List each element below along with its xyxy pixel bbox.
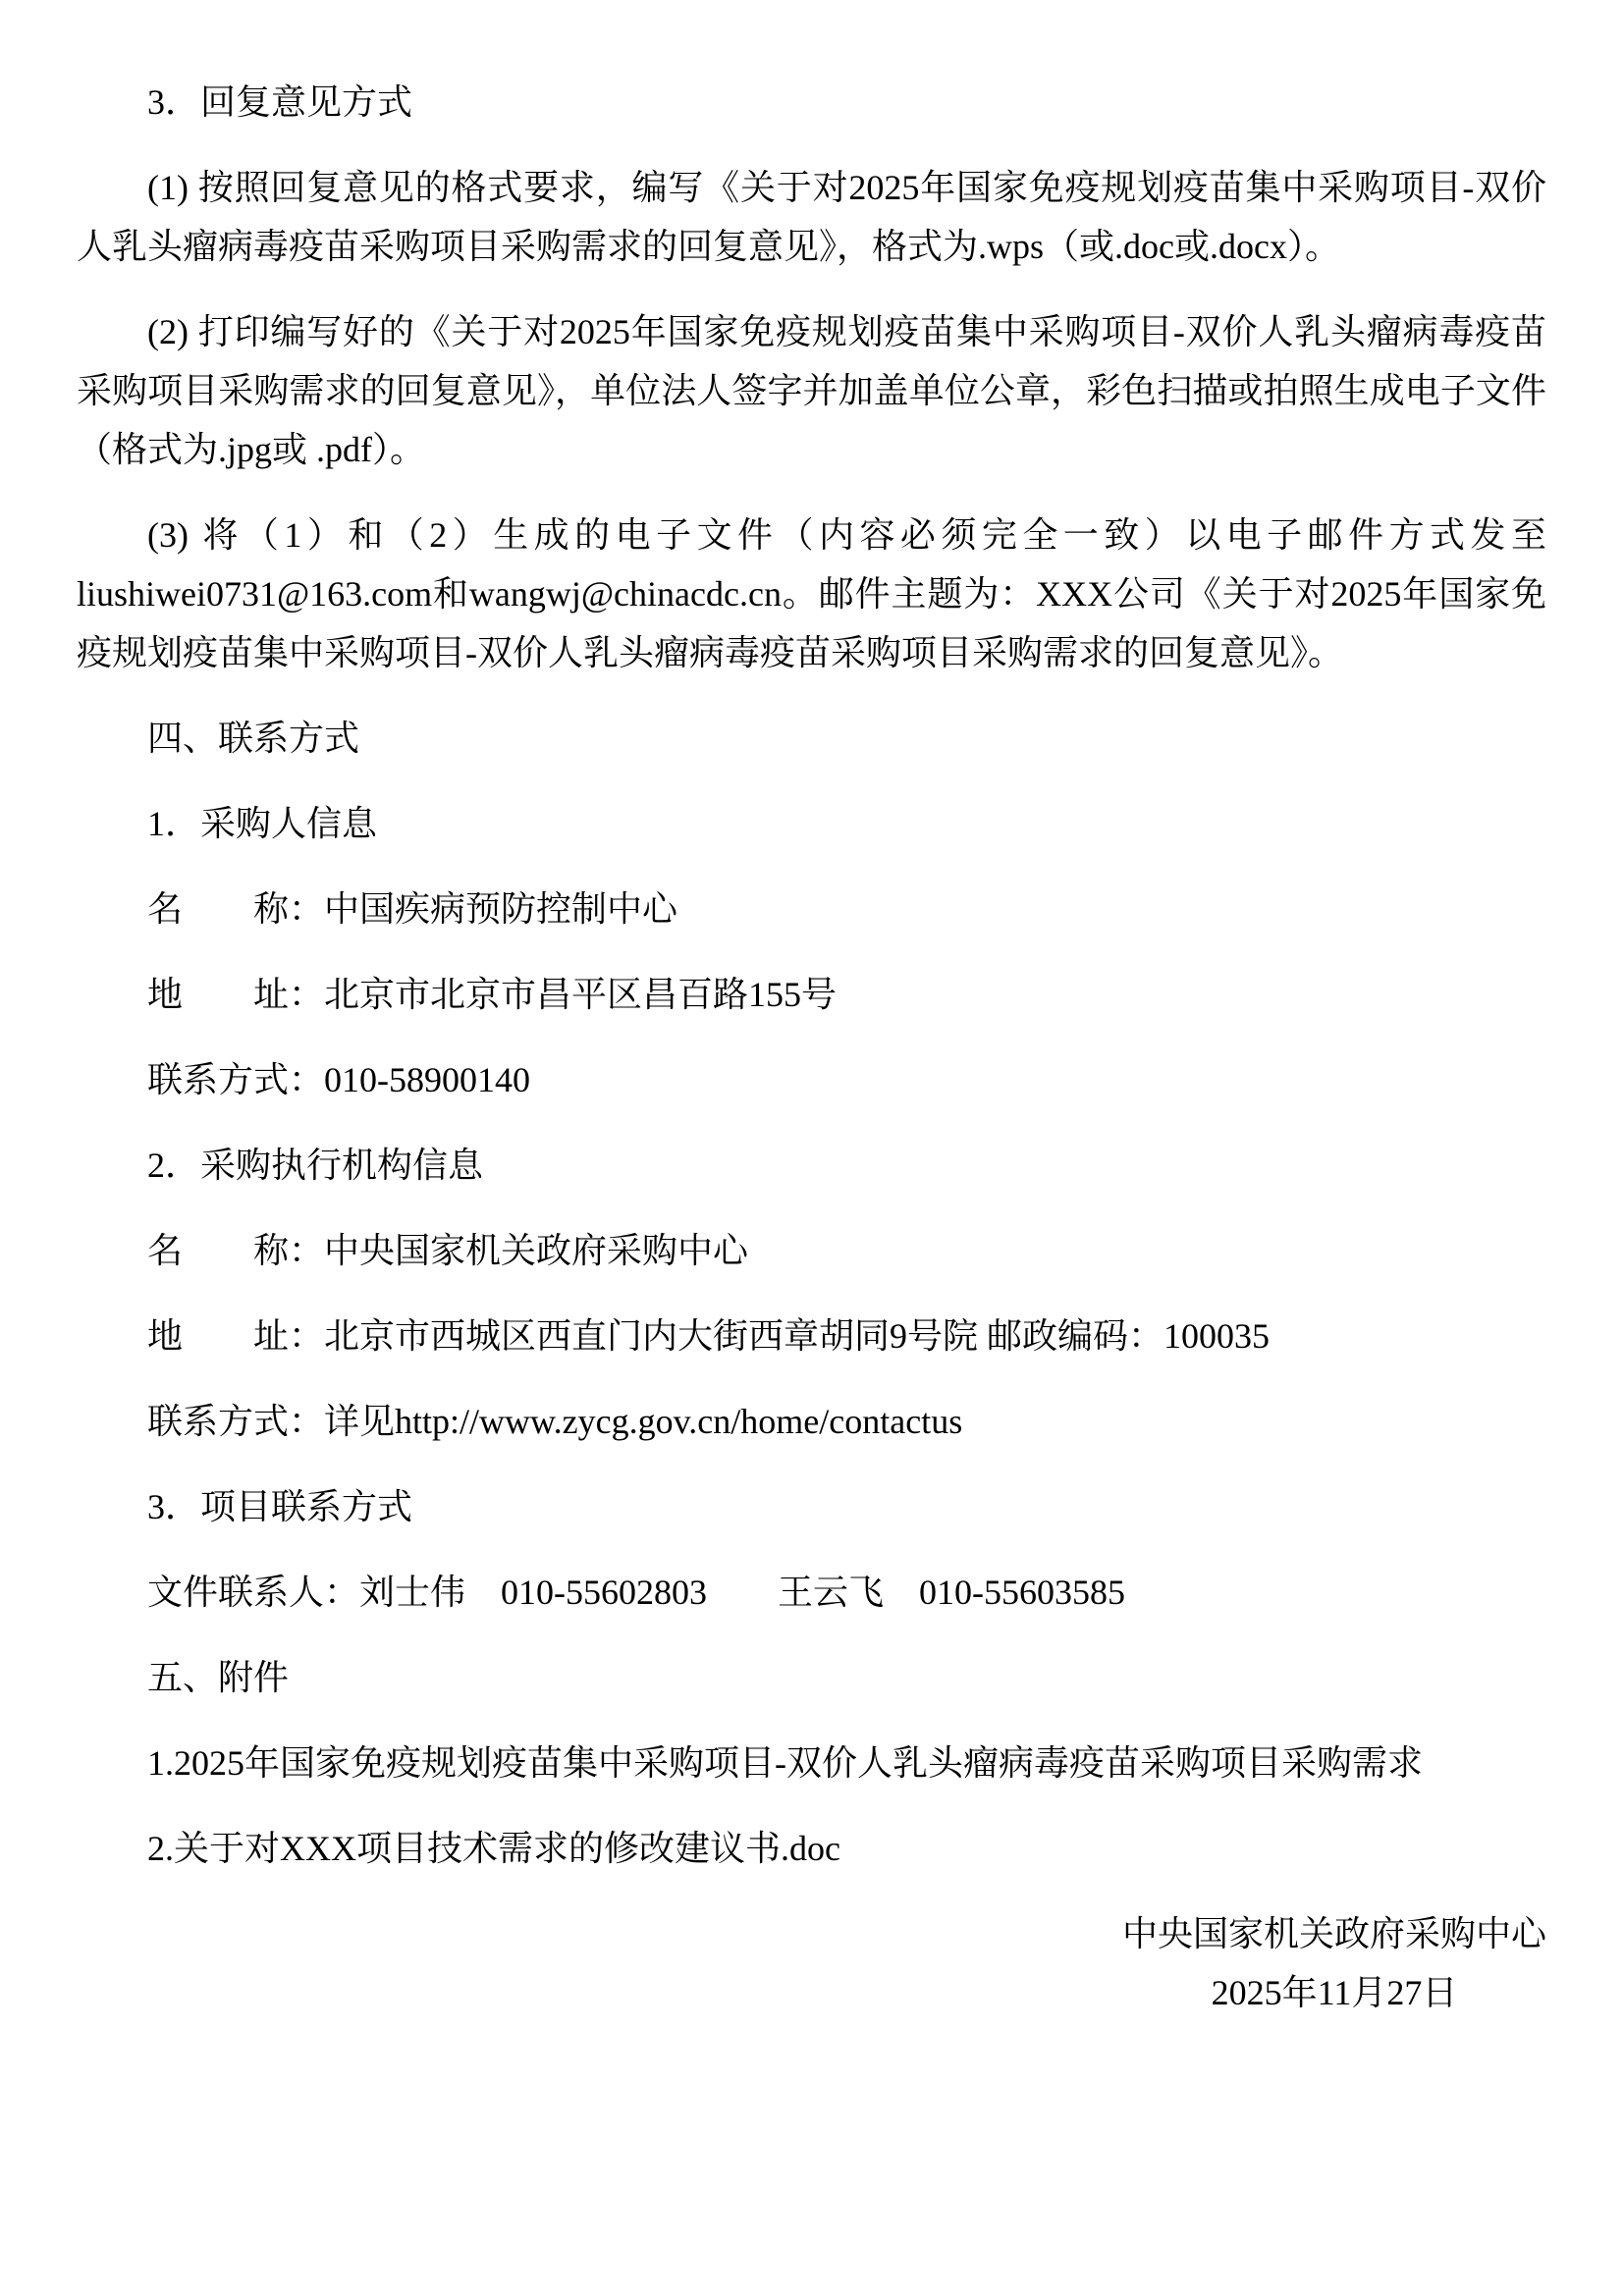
signature-date: 2025年11月27日 xyxy=(1211,1973,1458,2012)
reply-step-3: (3) 将（1）和（2）生成的电子文件（内容必须完全一致）以电子邮件方式发至liushiwei0731@163.com和wangwj@chinacdc.cn。邮件主题为：XXX公司《关于对2025年国家免疫规划疫苗集中采购项目-双价人乳头瘤病毒疫苗采购项目采购需求的回复意见》。 xyxy=(77,515,1546,672)
signature-inner xyxy=(1122,1904,1546,2022)
agency-address: 地 址：北京市西城区西直门内大街西章胡同9号院 邮政编码：100035 xyxy=(147,1316,1271,1356)
attachment-2: 2.关于对XXX项目技术需求的修改建议书.doc xyxy=(147,1829,840,1868)
agency-name: 名 称：中央国家机关政府采购中心 xyxy=(147,1231,749,1270)
purchaser-name: 名 称：中国疾病预防控制中心 xyxy=(147,889,678,929)
contact-section-heading: 四、联系方式 xyxy=(147,719,360,758)
attachments-heading: 五、附件 xyxy=(147,1658,290,1697)
agency-info-heading: 2．采购执行机构信息 xyxy=(147,1146,484,1185)
purchaser-address: 地 址：北京市北京市昌平区昌百路155号 xyxy=(147,975,838,1014)
signature-block xyxy=(77,1904,1546,2022)
project-contacts: 文件联系人：刘士伟 010-55602803 王云飞 010-55603585 xyxy=(147,1573,1125,1612)
reply-method-heading: 3．回复意见方式 xyxy=(147,82,413,122)
reply-step-2: (2) 打印编写好的《关于对2025年国家免疫规划疫苗集中采购项目-双价人乳头瘤病毒疫苗采购项目采购需求的回复意见》，单位法人签字并加盖单位公章，彩色扫描或拍照生成电子文件（格式为.jpg或 .pdf）。 xyxy=(77,312,1546,469)
agency-phone: 联系方式：详见http://www.zycg.gov.cn/home/contactus xyxy=(147,1402,963,1441)
purchaser-phone: 联系方式：010-58900140 xyxy=(147,1060,530,1099)
project-contact-heading: 3．项目联系方式 xyxy=(147,1487,413,1526)
reply-step-1: (1) 按照回复意见的格式要求，编写《关于对2025年国家免疫规划疫苗集中采购项目-双价人乳头瘤病毒疫苗采购项目采购需求的回复意见》，格式为.wps（或.doc或.docx）。 xyxy=(77,168,1546,266)
attachment-1: 1.2025年国家免疫规划疫苗集中采购项目-双价人乳头瘤病毒疫苗采购项目采购需求 xyxy=(147,1743,1423,1783)
purchaser-info-heading: 1．采购人信息 xyxy=(147,804,378,843)
document-body xyxy=(77,73,1546,2022)
signature-org: 中央国家机关政府采购中心 xyxy=(1121,1914,1546,1953)
